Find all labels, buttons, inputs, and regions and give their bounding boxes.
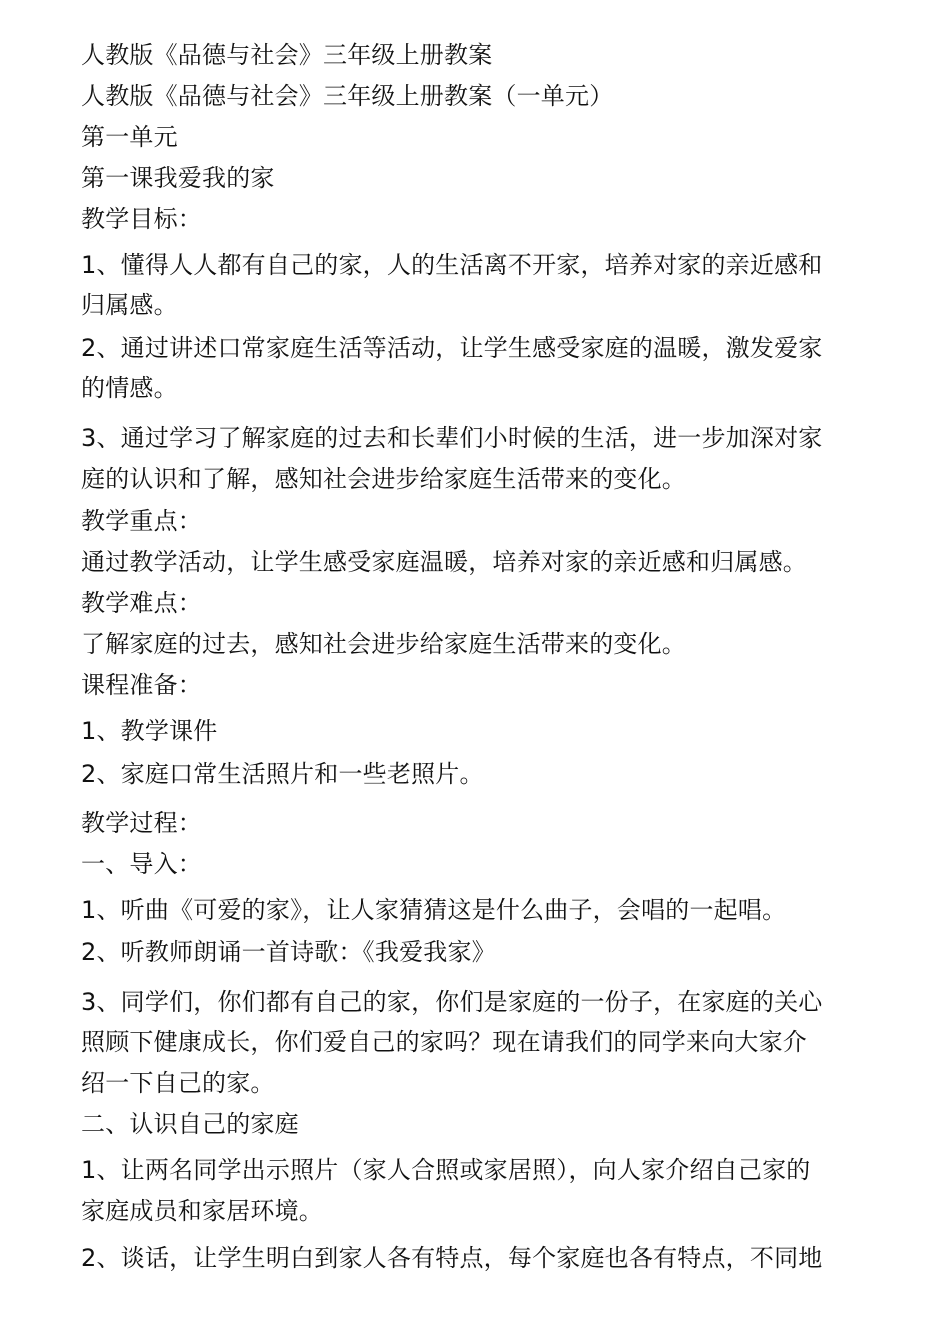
doc-subtitle: 人教版《品德与社会》三年级上册教案（一单元） (81, 82, 614, 110)
section-heading: 教学难点： (81, 589, 202, 617)
section-heading: 二、认识自己的家庭 (81, 1110, 299, 1138)
list-item: 1、教学课件 (81, 717, 218, 745)
paragraph-line: 2、通过讲述口常家庭生活等活动，让学生感受家庭的温暖，激发爱家 (81, 334, 823, 362)
section-heading: 课程准备： (81, 671, 202, 699)
paragraph-line: 的情感。 (81, 374, 178, 402)
unit-heading: 第一单元 (81, 123, 178, 151)
list-item: 1、听曲《可爱的家》，让人家猜猜这是什么曲子，会唱的一起唱。 (81, 896, 787, 924)
paragraph-line: 3、通过学习了解家庭的过去和长辈们小时候的生活，进一步加深对家 (81, 424, 823, 452)
section-heading: 一、导入： (81, 850, 202, 878)
paragraph-line: 1、让两名同学出示照片（家人合照或家居照），向人家介绍自己家的 (81, 1156, 811, 1184)
paragraph-line: 1、懂得人人都有自己的家，人的生活离不开家，培养对家的亲近感和 (81, 251, 823, 279)
list-item: 2、家庭口常生活照片和一些老照片。 (81, 760, 484, 788)
section-heading: 教学过程： (81, 809, 202, 837)
section-heading: 教学目标： (81, 205, 202, 233)
paragraph-line: 家庭成员和家居环境。 (81, 1197, 323, 1225)
paragraph-line: 2、谈话，让学生明白到家人各有特点，每个家庭也各有特点，不同地 (81, 1244, 823, 1272)
paragraph-line: 3、同学们，你们都有自己的家，你们是家庭的一份子，在家庭的关心 (81, 988, 823, 1016)
paragraph-line: 庭的认识和了解，感知社会进步给家庭生活带来的变化。 (81, 465, 686, 493)
lesson-heading: 第一课我爱我的家 (81, 164, 275, 192)
paragraph-line: 通过教学活动，让学生感受家庭温暖，培养对家的亲近感和归属感。 (81, 548, 807, 576)
paragraph-line: 绍一下自己的家。 (81, 1069, 275, 1097)
paragraph-line: 了解家庭的过去，感知社会进步给家庭生活带来的变化。 (81, 630, 686, 658)
section-heading: 教学重点： (81, 507, 202, 535)
paragraph-line: 归属感。 (81, 291, 178, 319)
list-item: 2、听教师朗诵一首诗歌：《我爱我家》 (81, 938, 496, 966)
doc-title: 人教版《品德与社会》三年级上册教案 (81, 41, 493, 69)
paragraph-line: 照顾下健康成长，你们爱自己的家吗？现在请我们的同学来向大家介 (81, 1028, 807, 1056)
